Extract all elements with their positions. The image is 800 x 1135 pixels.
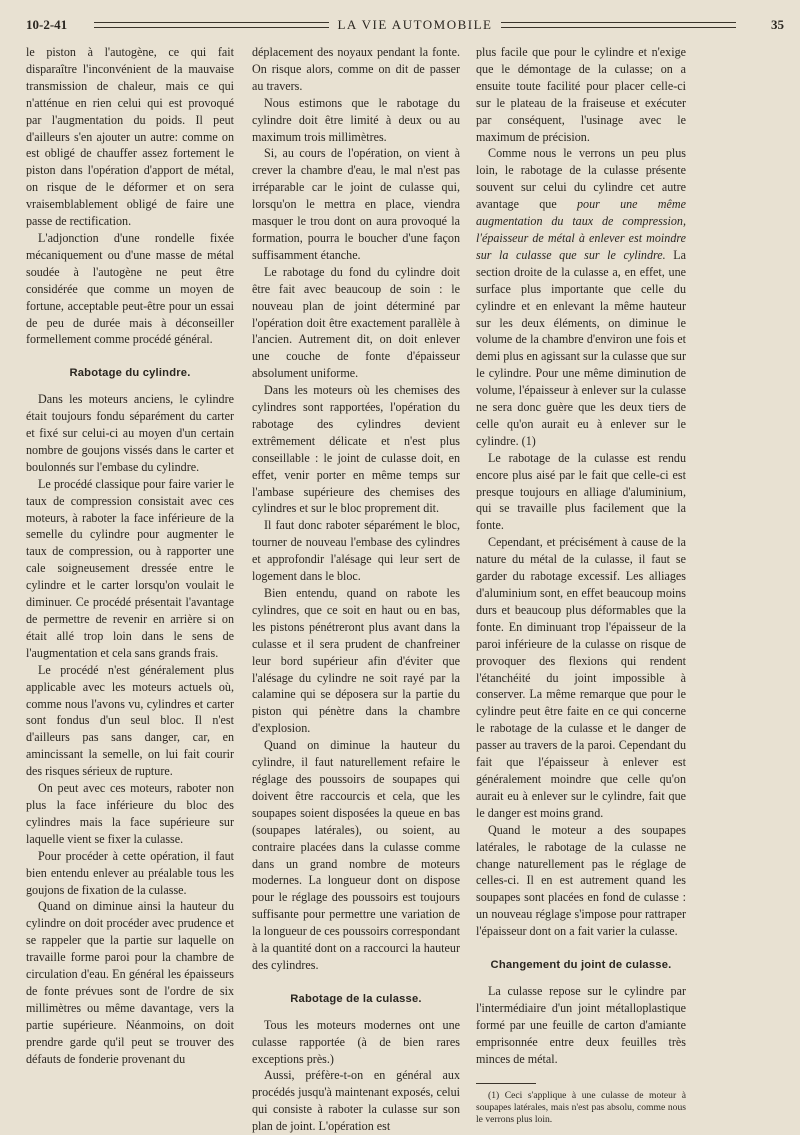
section-heading: Rabotage de la culasse.	[290, 992, 422, 1005]
emphasis-text: pour une même augmentation du taux de compression, l'épaisseur de métal à enlever est moindre sur la culasse que sur le cylindre.	[476, 197, 687, 262]
header-rule-right	[501, 22, 736, 28]
column-2	[252, 44, 460, 1135]
footnote-rule	[476, 1083, 536, 1084]
paragraph: plus facile que pour le cylindre et n'exige que le démontage de la culasse; on a ensuite toute facilité pour placer celle-ci sur le plateau de la fraiseuse et exécuter par conséquent, l'usinage avec le maximum de précision.	[476, 45, 686, 144]
paragraph: Bien entendu, quand on rabote les cylindres, que ce soit en haut ou en bas, les pistons pénétreront plus avant dans la culasse et il sera prudent de chanfreiner leur bord supérieur afin d'éviter que l'alésage du cylindre ne soit rayé par la calamine qui se déposera sur la partie du piston qui pénètre dans la chambre d'explosion.	[252, 586, 460, 736]
paragraph: On peut avec ces moteurs, raboter non plus la face inférieure du bloc des cylindres mais la face supérieure sur laquelle vient se fixer la culasse.	[26, 781, 234, 846]
paragraph: L'adjonction d'une rondelle fixée mécaniquement ou d'une masse de métal soudée à l'autogène ne peut être considérée que comme un moyen de fortune, acceptable peut-être pour un essai de peu de durée mais à déconseiller formellement comme procédé général.	[26, 230, 234, 347]
paragraph: Si, au cours de l'opération, on vient à crever la chambre d'eau, le mal n'est pas irréparable car le joint de culasse qui, lorsqu'on le mettra en place, viendra masquer le trou dont on aura provoqué la formation, pourra le boucher d'une façon suffisamment étanche.	[252, 146, 460, 262]
paragraph: Pour procéder à cette opération, il faut bien entendu enlever au préalable tous les goujons de fixation de la culasse.	[26, 848, 234, 897]
paragraph: Dans les moteurs anciens, le cylindre était toujours fondu séparément du carter et fixé sur celui-ci au moyen d'un certain nombre de goujons vissés dans le carter et boulonnés sur l'embase du cylindre.	[26, 392, 234, 474]
paragraph: Le rabotage du fond du cylindre doit être fait avec beaucoup de soin : le nouveau plan de joint déterminé par l'opération doit être exactement parallèle à l'ancien. Autrement dit, on doit enlever une couche de fonte d'épaisseur absolument uniforme.	[252, 264, 460, 381]
page-header	[26, 14, 784, 36]
section-heading: Rabotage du cylindre.	[69, 367, 191, 380]
paragraph: Nous estimons que le rabotage du cylindre doit être limité à deux ou au maximum trois millimètres.	[252, 95, 460, 144]
paragraph: Tous les moteurs modernes ont une culasse rapportée (à de bien rares exceptions près.)	[252, 1017, 460, 1066]
paragraph: Aussi, préfère-t-on en général aux procédés jusqu'à maintenant exposés, celui qui consiste à raboter la culasse sur son plan de joint. L'opération est	[252, 1068, 460, 1134]
column-3	[476, 44, 686, 1126]
paragraph: La culasse repose sur le cylindre par l'intermédiaire d'un joint métalloplastique formé par une feuille de carton d'amiante emprisonnée entre deux feuilles très minces de métal.	[476, 983, 686, 1066]
column-1	[26, 44, 234, 1067]
section-heading: Changement du joint de culasse.	[490, 959, 672, 972]
paragraph-text: La section droite de la culasse a, en effet, une surface plus importante que celle du cylindre et en enlevant la même hauteur sur les deux éléments, on diminue le volume de la chambre d'environ une fois et demi plus en agissant sur la culasse que sur le cylindre. Pour une même diminution de volume, l'épaisseur à enlever sur la culasse ne sera donc guère que les deux tiers de celle qu'on aurait eu à enlever sur le cylindre. (1)	[476, 247, 686, 448]
paragraph: Le procédé n'est généralement plus applicable avec les moteurs actuels où, comme nous l'avons vu, cylindres et carter sont fondus d'un seul bloc. Il n'est d'ailleurs pas sans danger, car, en amincissant la semelle, on lui fait courir des risques sérieux de rupture.	[26, 662, 234, 779]
paragraph: Le procédé classique pour faire varier le taux de compression consistait avec ces moteurs, à raboter la face inférieure de la semelle du cylindre pour augmenter le taux de compression, ou à rapporter une cale soigneusement dressée entre le cylindre et le carter lorsqu'on voulait le diminuer. Ce procédé présentait l'avantage de permettre de revenir en arrière si on était allé trop loin dans le sens de l'augmentation et cela sans grands frais.	[26, 476, 234, 660]
paragraph: Quand le moteur a des soupapes latérales, le rabotage de la culasse ne change naturellement pas le réglage de celles-ci. Il en est autrement quand les soupapes sont placées en fond de culasse : un nouveau réglage s'impose pour rattraper l'épaisseur dont on a fait varier la culasse.	[476, 822, 686, 939]
paragraph: le piston à l'autogène, ce qui fait disparaître l'inconvénient de la mauvaise transmission de chaleur, mais ce qui n'atténue en rien celui qui est provoqué par l'augmentation du poids. Il peut d'ailleurs s'en ajouter un autre: comme on est obligé de chauffer assez fortement le piston dans l'opération d'apport de métal, on risque de le déformer et on sera vraisemblablement obligé de faire une passe de rectification.	[26, 45, 234, 229]
header-rule-left	[94, 22, 329, 28]
header-page-number: 35	[771, 17, 784, 32]
header-title: LA VIE AUTOMOBILE	[337, 17, 493, 32]
paragraph: Il faut donc raboter séparément le bloc, tourner de nouveau l'embase des cylindres et approfondir l'alésage qui leur sert de logement dans le bloc.	[252, 518, 460, 584]
paragraph: Dans les moteurs où les chemises des cylindres sont rapportées, l'opération du rabotage des cylindres devient extrêmement délicate et n'est plus conseillable : le joint de culasse doit, en effet, venir porter en même temps sur l'ambase supérieure des chemises des cylindres et sur le bloc proprement dit.	[252, 383, 460, 516]
paragraph: Cependant, et précisément à cause de la nature du métal de la culasse, il faut se garder du rabotage excessif. Les alliages d'aluminium sont, en effet beaucoup moins durs et beaucoup plus déformables que la fonte. En diminuant trop l'épaisseur de la paroi inférieure de la culasse on risque de provoquer des flexions qui rendent l'étanchéité du joint impossible à conserver. La même remarque que pour le cylindre peut être faite en ce qui concerne le rabotage de la culasse et le danger de passer au travers de la paroi. Cependant du fait que l'épaisseur à enlever est généralement moindre que celle qu'on aurait eu à enlever sur le cylindre, fait que le danger est moins grand.	[476, 535, 686, 820]
paragraph-text: Comme nous le verrons un peu plus loin, le rabotage de la culasse présente souvent sur celui du cylindre cet autre avantage que	[476, 146, 686, 212]
paragraph: Quand on diminue ainsi la hauteur du cylindre on doit procéder avec prudence et se rappeler que la partie sur laquelle on travaille forme paroi pour la chambre de circulation d'eau. En général les épaisseurs de fonte prévues sont de l'ordre de six millimètres ou même davantage, vers la partie supérieure. Néanmoins, on doit prendre garde qu'il peut se trouver des défauts de fonderie provenant du	[26, 899, 234, 1066]
header-date: 10-2-41	[26, 17, 68, 32]
paragraph: Quand on diminue la hauteur du cylindre, il faut naturellement refaire le réglage des poussoirs de soupapes qui doivent être raccourcis et cela, que les soupapes soient disposées la queue en bas (soupapes latérales), ou soient, au contraire placées dans la culasse comme dans un grand nombre de moteurs modernes. La longueur dont on dispose pour le réglage des poussoirs est toujours suffisante pour permettre une variation de la longueur de ces poussoirs correspondant à la quantité dont on a raccourci la hauteur des cylindres.	[252, 738, 460, 972]
paragraph: Le rabotage de la culasse est rendu encore plus aisé par le fait que celle-ci est presque toujours en alliage d'aluminium, qui se travaille plus facilement que la fonte.	[476, 450, 686, 533]
footnote: (1) Ceci s'applique à une culasse de moteur à soupapes latérales, mais n'est pas absolu, comme nous le verrons plus loin.	[476, 1090, 686, 1126]
paragraph: déplacement des noyaux pendant la fonte. On risque alors, comme on dit de passer au travers.	[252, 45, 460, 93]
paragraph-with-emphasis	[476, 145, 686, 449]
